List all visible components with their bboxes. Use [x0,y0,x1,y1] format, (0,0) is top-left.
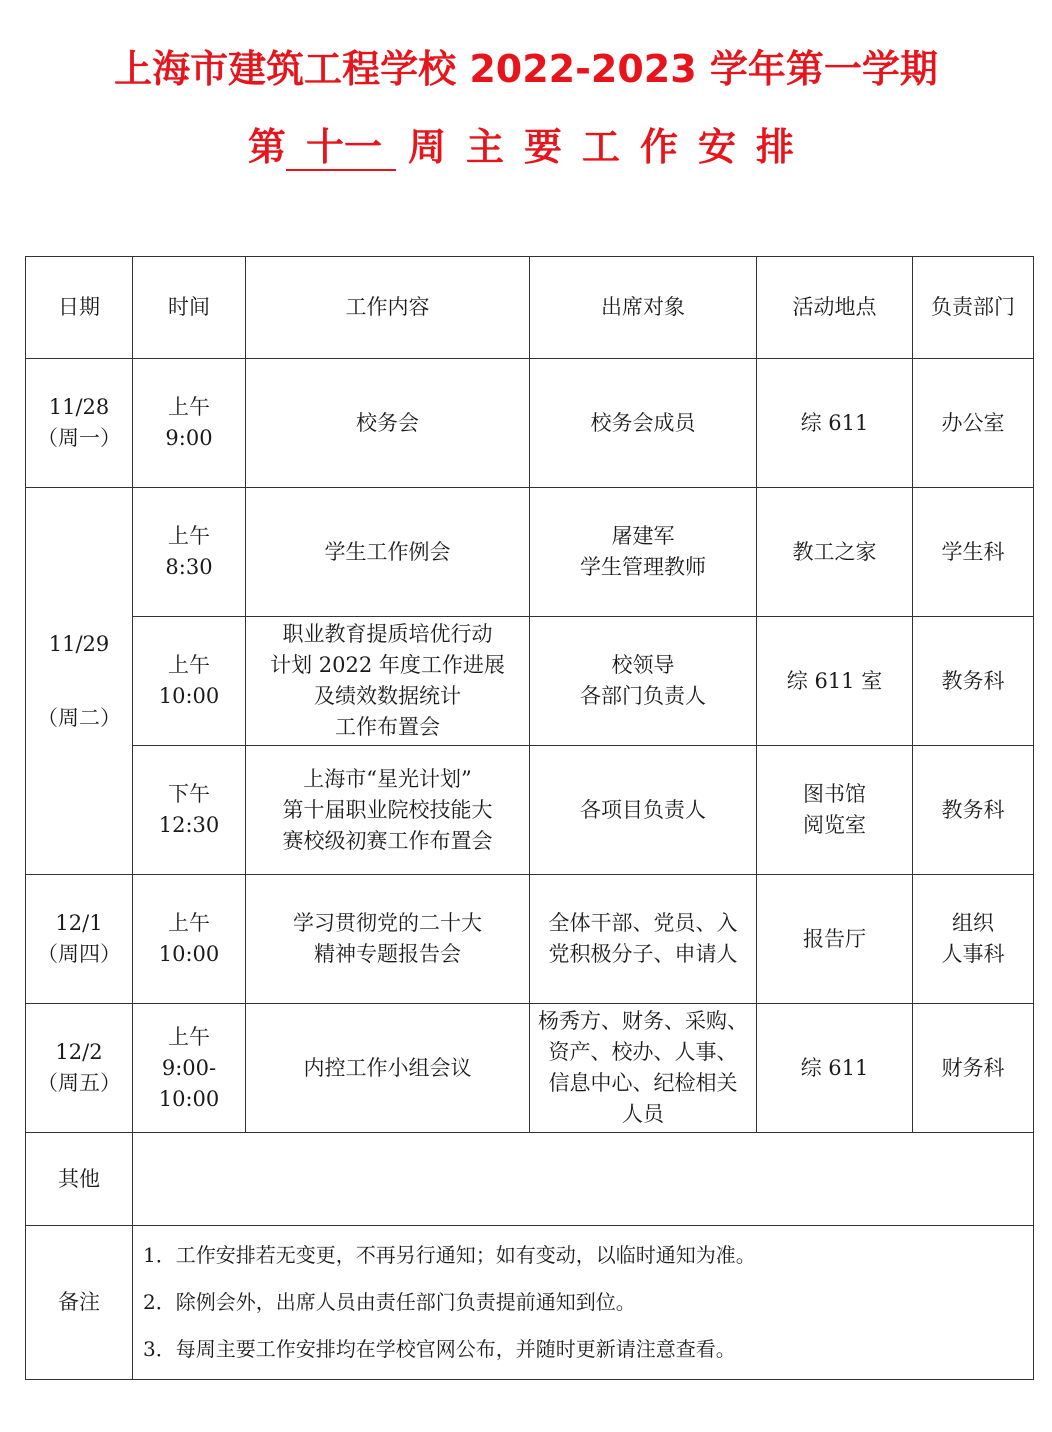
page-subtitle [0,122,1052,172]
subtitle-prefix: 第 [247,125,286,169]
location-cell: 综 611 室 [757,617,913,746]
content-cell: 学习贯彻党的二十大 精神专题报告会 [246,875,530,1004]
date-cell: 12/2 （周五） [26,1004,133,1133]
table-row [26,359,1034,488]
other-value [133,1133,1034,1226]
table-row [26,875,1034,1004]
time-cell: 上午 10:00 [133,875,246,1004]
header-row [26,257,1034,359]
attendees-cell: 校务会成员 [530,359,757,488]
subtitle-char: 周 [407,125,446,169]
location-cell: 报告厅 [757,875,913,1004]
subtitle-char: 安 [698,125,737,169]
schedule-table [25,256,1034,1380]
dept-cell: 教务科 [913,617,1034,746]
time-cell: 下午 12:30 [133,746,246,875]
location-cell: 教工之家 [757,488,913,617]
date-cell: 11/29 （周二） [26,488,133,875]
attendees-cell: 校领导 各部门负责人 [530,617,757,746]
dept-cell: 财务科 [913,1004,1034,1133]
location-cell: 综 611 [757,1004,913,1133]
header-time: 时间 [133,257,246,359]
notes-row [26,1226,1034,1380]
table-row [26,617,1034,746]
page-title: 上海市建筑工程学校 2022-2023 学年第一学期 [114,47,938,91]
content-cell: 内控工作小组会议 [246,1004,530,1133]
note-item: 3．每周主要工作安排均在学校官网公布，并随时更新请注意查看。 [143,1337,736,1361]
header-location: 活动地点 [757,257,913,359]
header-content: 工作内容 [246,257,530,359]
attendees-cell: 全体干部、党员、入 党积极分子、申请人 [530,875,757,1004]
location-cell: 图书馆 阅览室 [757,746,913,875]
note-item: 1．工作安排若无变更，不再另行通知；如有变动，以临时通知为准。 [143,1243,756,1267]
time-cell: 上午 9:00 [133,359,246,488]
content-cell: 上海市“星光计划” 第十届职业院校技能大 赛校级初赛工作布置会 [246,746,530,875]
dept-cell: 办公室 [913,359,1034,488]
notes-label: 备注 [26,1226,133,1380]
date-cell: 11/28 （周一） [26,359,133,488]
subtitle-char: 作 [640,125,679,169]
subtitle-char: 工 [582,125,621,169]
table-row [26,488,1034,617]
other-label: 其他 [26,1133,133,1226]
date-cell: 12/1 （周四） [26,875,133,1004]
attendees-cell: 屠建军 学生管理教师 [530,488,757,617]
dept-cell: 组织 人事科 [913,875,1034,1004]
time-cell: 上午 9:00- 10:00 [133,1004,246,1133]
table-row [26,746,1034,875]
notes-content [133,1226,1034,1380]
time-cell: 上午 8:30 [133,488,246,617]
dept-cell: 教务科 [913,746,1034,875]
week-number: 十一 [286,125,396,171]
header-date: 日期 [26,257,133,359]
other-row [26,1133,1034,1226]
content-cell: 职业教育提质培优行动 计划 2022 年度工作进展 及绩效数据统计 工作布置会 [246,617,530,746]
time-cell: 上午 10:00 [133,617,246,746]
attendees-cell: 各项目负责人 [530,746,757,875]
subtitle-char: 要 [523,125,562,169]
location-cell: 综 611 [757,359,913,488]
header-attendees: 出席对象 [530,257,757,359]
content-cell: 学生工作例会 [246,488,530,617]
header-dept: 负责部门 [913,257,1034,359]
attendees-cell: 杨秀方、财务、采购、 资产、校办、人事、 信息中心、纪检相关 人员 [530,1004,757,1133]
subtitle-char: 排 [756,125,795,169]
table-row [26,1004,1034,1133]
subtitle-char: 主 [465,125,504,169]
content-cell: 校务会 [246,359,530,488]
note-item: 2．除例会外，出席人员由责任部门负责提前通知到位。 [143,1290,636,1314]
dept-cell: 学生科 [913,488,1034,617]
